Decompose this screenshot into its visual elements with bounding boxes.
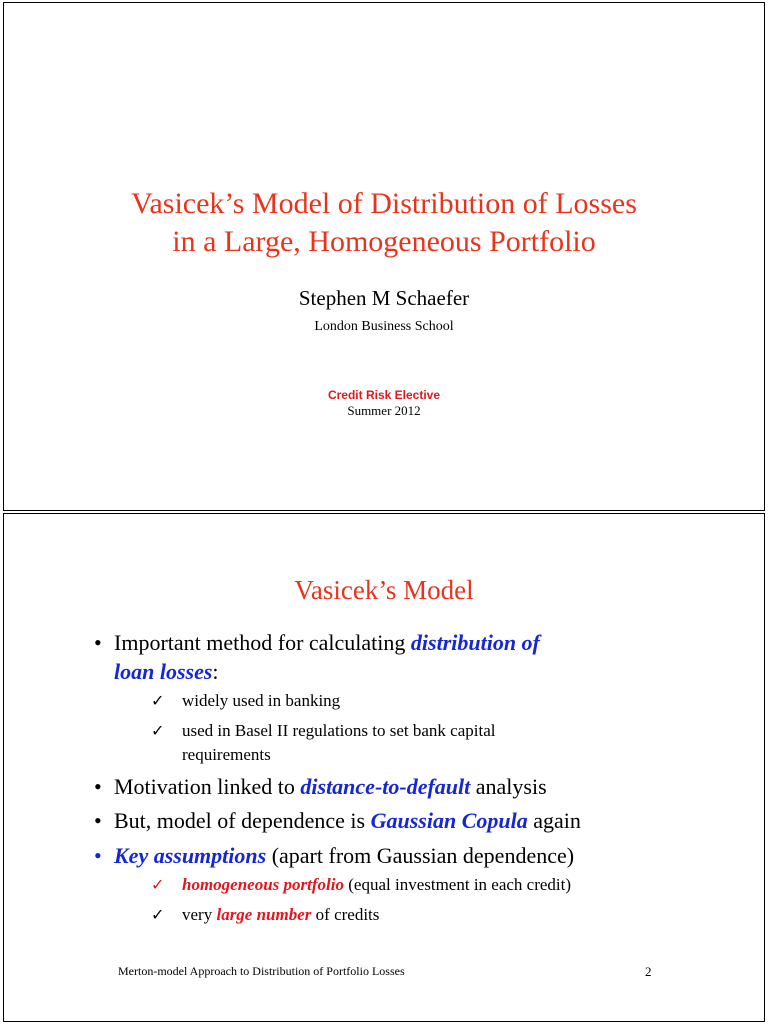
author-name: Stephen M Schaefer [298,286,470,310]
slide-title-line-2: in a Large, Homogeneous Portfolio [172,225,596,258]
slide-title: Vasicek’s Model [294,575,474,605]
checkmark-icon: ✓ [151,691,165,710]
bullet-emphasis: Key assumptions [114,843,267,868]
slide-footer: Merton-model Approach to Distribution of Portfolio Losses [118,964,405,978]
bullet-item [94,629,540,657]
bullet-text: (apart from Gaussian dependence) [266,843,575,868]
bullet-text: again [527,808,581,833]
term: Summer 2012 [347,403,421,418]
bullet-icon: • [94,843,102,868]
bullet-text: Motivation linked to [114,774,301,799]
bullet-text: analysis [470,774,547,799]
checkmark-icon: ✓ [151,905,165,924]
sub-bullet-text: requirements [182,745,271,764]
bullet-text: Important method for calculating [114,630,411,655]
sub-bullet-text: (equal investment in each credit) [344,875,572,894]
bullet-emphasis: distribution of [410,630,540,655]
content-slide [3,513,765,1022]
title-slide [3,2,765,511]
slide-title-line-1: Vasicek’s Model of Distribution of Losses [131,187,637,220]
bullet-item [94,773,547,801]
bullet-emphasis: distance-to-default [300,774,471,799]
bullet-text: But, model of dependence is [114,808,371,833]
bullet-continuation [114,658,219,686]
institution: London Business School [314,319,454,334]
sub-bullet-text: of credits [311,905,380,924]
bullet-icon: • [94,808,102,833]
bullet-item [94,807,581,835]
bullet-emphasis: Gaussian Copula [370,808,528,833]
bullet-text: : [212,659,219,684]
bullet-item [94,842,575,870]
bullet-icon: • [94,774,102,799]
sub-bullet-emphasis: large number [216,905,312,924]
course-name: Credit Risk Elective [327,388,441,402]
page-number: 2 [645,964,652,979]
checkmark-icon: ✓ [151,721,165,740]
sub-bullet-emphasis: homogeneous portfolio [182,875,344,894]
checkmark-icon: ✓ [151,875,165,894]
bullet-icon: • [94,630,102,655]
sub-bullet-text: widely used in banking [182,691,341,710]
sub-bullet-text: very [182,905,217,924]
sub-bullet-text: used in Basel II regulations to set bank capital [182,721,496,740]
bullet-emphasis: loan losses [114,659,213,684]
